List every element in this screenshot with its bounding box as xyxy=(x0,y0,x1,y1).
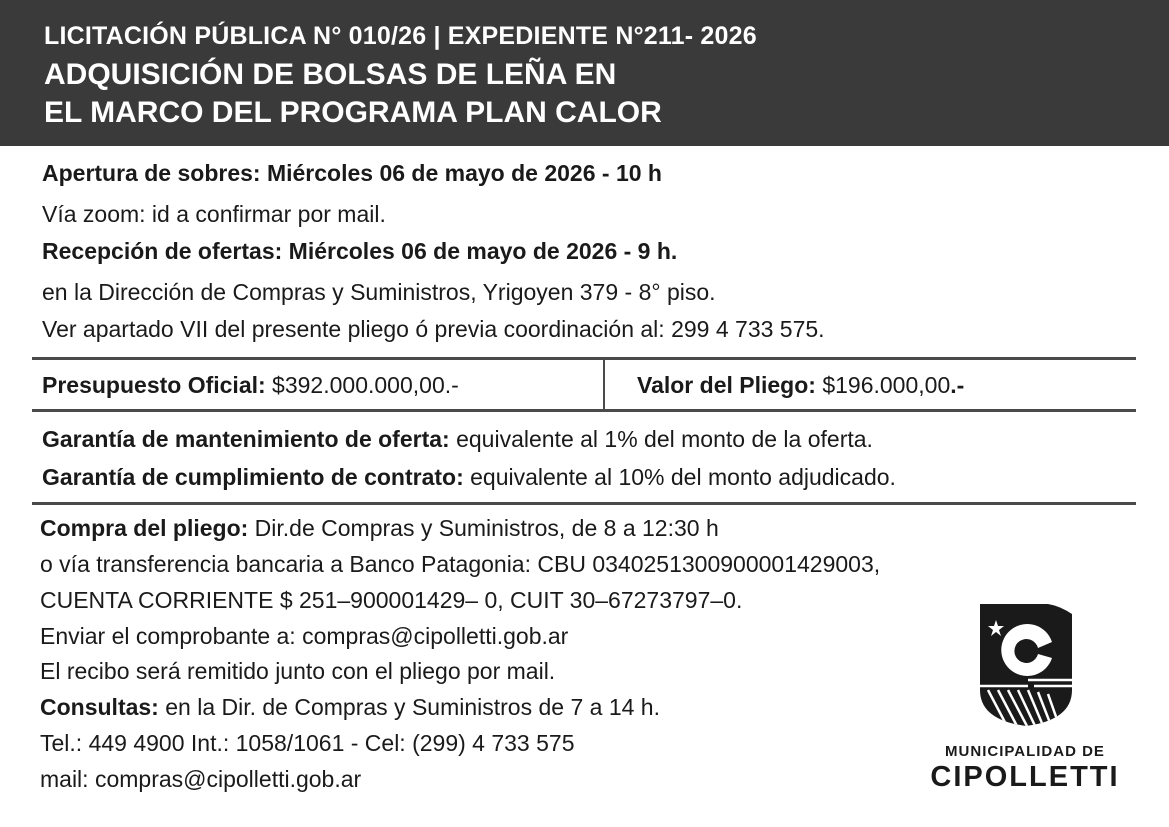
garantia-mantenimiento-value: equivalente al 1% del monto de la oferta. xyxy=(449,426,873,452)
garantia-cumplimiento xyxy=(42,464,896,491)
divider xyxy=(32,409,1136,412)
valor-pliego-value: $196.000,00 xyxy=(815,372,951,398)
recepcion-line: Recepción de ofertas: Miércoles 06 de mayo de 2026 - 9 h. xyxy=(42,238,678,264)
valor-pliego xyxy=(637,372,964,399)
garantia-cumplimiento-label: Garantía de cumplimiento de contrato: xyxy=(42,464,464,490)
valor-pliego-label: Valor del Pliego: xyxy=(637,372,816,398)
lugar-line: en la Dirección de Compras y Suministros, Yrigoyen 379 - 8° piso. xyxy=(42,279,716,305)
mail-line: mail: compras@cipolletti.gob.ar xyxy=(40,766,362,792)
enviar-line: Enviar el comprobante a: compras@cipolletti.gob.ar xyxy=(40,623,569,649)
garantia-mantenimiento xyxy=(42,426,873,453)
municipalidad-logo xyxy=(920,598,1130,798)
garantia-cumplimiento-value: equivalente al 10% del monto adjudicado. xyxy=(463,464,896,490)
compra-value: Dir.de Compras y Suministros, de 8 a 12:30 h xyxy=(248,515,719,541)
compra-label: Compra del pliego: xyxy=(40,515,249,541)
subject-line-2: EL MARCO DEL PROGRAMA PLAN CALOR xyxy=(44,96,662,129)
consultas-value: en la Dir. de Compras y Suministros de 7 a 14 h. xyxy=(158,694,660,720)
presupuesto-value: $392.000.000,00.- xyxy=(265,372,459,398)
consultas-line xyxy=(40,694,660,721)
consultas-label: Consultas: xyxy=(40,694,159,720)
valor-pliego-suffix: .- xyxy=(950,372,965,398)
divider xyxy=(32,502,1136,505)
apertura-line: Apertura de sobres: Miércoles 06 de mayo de 2026 - 10 h xyxy=(42,160,662,186)
cipolletti-shield-icon xyxy=(978,598,1074,728)
presupuesto-oficial xyxy=(42,372,459,399)
logo-municipalidad-text: MUNICIPALIDAD DE xyxy=(945,743,1105,760)
divider-vertical xyxy=(603,359,605,411)
cuenta-line: CUENTA CORRIENTE $ 251–900001429– 0, CUIT 30–67273797–0. xyxy=(40,587,743,613)
header-banner xyxy=(0,0,1169,146)
licitacion-title: LICITACIÓN PÚBLICA N° 010/26 | EXPEDIENTE N°211- 2026 xyxy=(44,22,757,50)
divider xyxy=(32,357,1136,360)
tel-line: Tel.: 449 4900 Int.: 1058/1061 - Cel: (299) 4 733 575 xyxy=(40,730,575,756)
subject-line-1: ADQUISICIÓN DE BOLSAS DE LEÑA EN xyxy=(44,58,617,91)
apartado-line: Ver apartado VII del presente pliego ó previa coordinación al: 299 4 733 575. xyxy=(42,316,825,342)
compra-pliego xyxy=(40,515,719,542)
presupuesto-label: Presupuesto Oficial: xyxy=(42,372,266,398)
zoom-line: Vía zoom: id a confirmar por mail. xyxy=(42,201,386,227)
recibo-line: El recibo será remitido junto con el pliego por mail. xyxy=(40,658,556,684)
transferencia-line: o vía transferencia bancaria a Banco Patagonia: CBU 0340251300900001429003, xyxy=(40,551,881,577)
logo-city-text: CIPOLLETTI xyxy=(930,761,1120,793)
garantia-mantenimiento-label: Garantía de mantenimiento de oferta: xyxy=(42,426,450,452)
